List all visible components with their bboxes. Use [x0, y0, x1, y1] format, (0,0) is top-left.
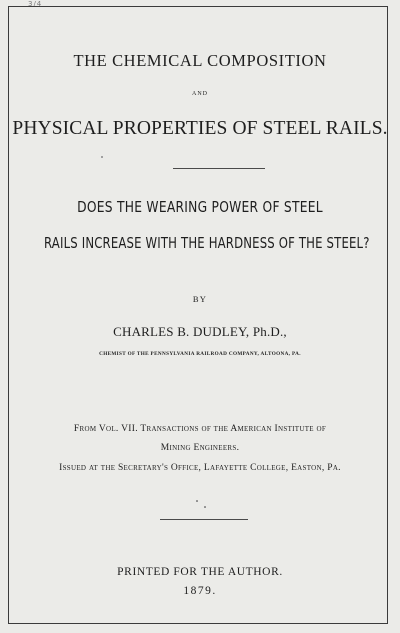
- author-name: CHARLES B. DUDLEY, Ph.D.,: [113, 324, 287, 339]
- question-line-2: RAILS INCREASE WITH THE HARDNESS OF THE STEEL?: [44, 234, 370, 252]
- question-line-1: DOES THE WEARING POWER OF STEEL: [77, 198, 323, 216]
- title-line-1: THE CHEMICAL COMPOSITION: [73, 51, 327, 70]
- publication-year: 1879.: [183, 585, 217, 597]
- page-border-frame: [8, 6, 388, 624]
- title-line-2: PHYSICAL PROPERTIES OF STEEL RAILS.: [12, 118, 388, 139]
- issued-line: Issued at the Secretary's Office, Lafayette College, Easton, Pa.: [59, 463, 341, 473]
- paper-speck: [196, 500, 198, 502]
- paper-speck: [101, 156, 103, 158]
- source-line-1: From Vol. VII. Transactions of the American Institute of: [73, 424, 327, 434]
- source-line-2: Mining Engineers.: [160, 443, 240, 453]
- divider-rule-bottom: [160, 519, 248, 520]
- corner-pencil-mark: 3/4: [28, 0, 43, 8]
- title-and: AND: [192, 91, 208, 97]
- by-label: BY: [192, 294, 208, 304]
- author-affiliation: CHEMIST OF THE PENNSYLVANIA RAILROAD COMPANY, ALTOONA, PA.: [99, 351, 301, 357]
- divider-rule-top: [173, 168, 265, 169]
- printed-for-author: PRINTED FOR THE AUTHOR.: [117, 566, 283, 578]
- paper-speck: [204, 506, 206, 508]
